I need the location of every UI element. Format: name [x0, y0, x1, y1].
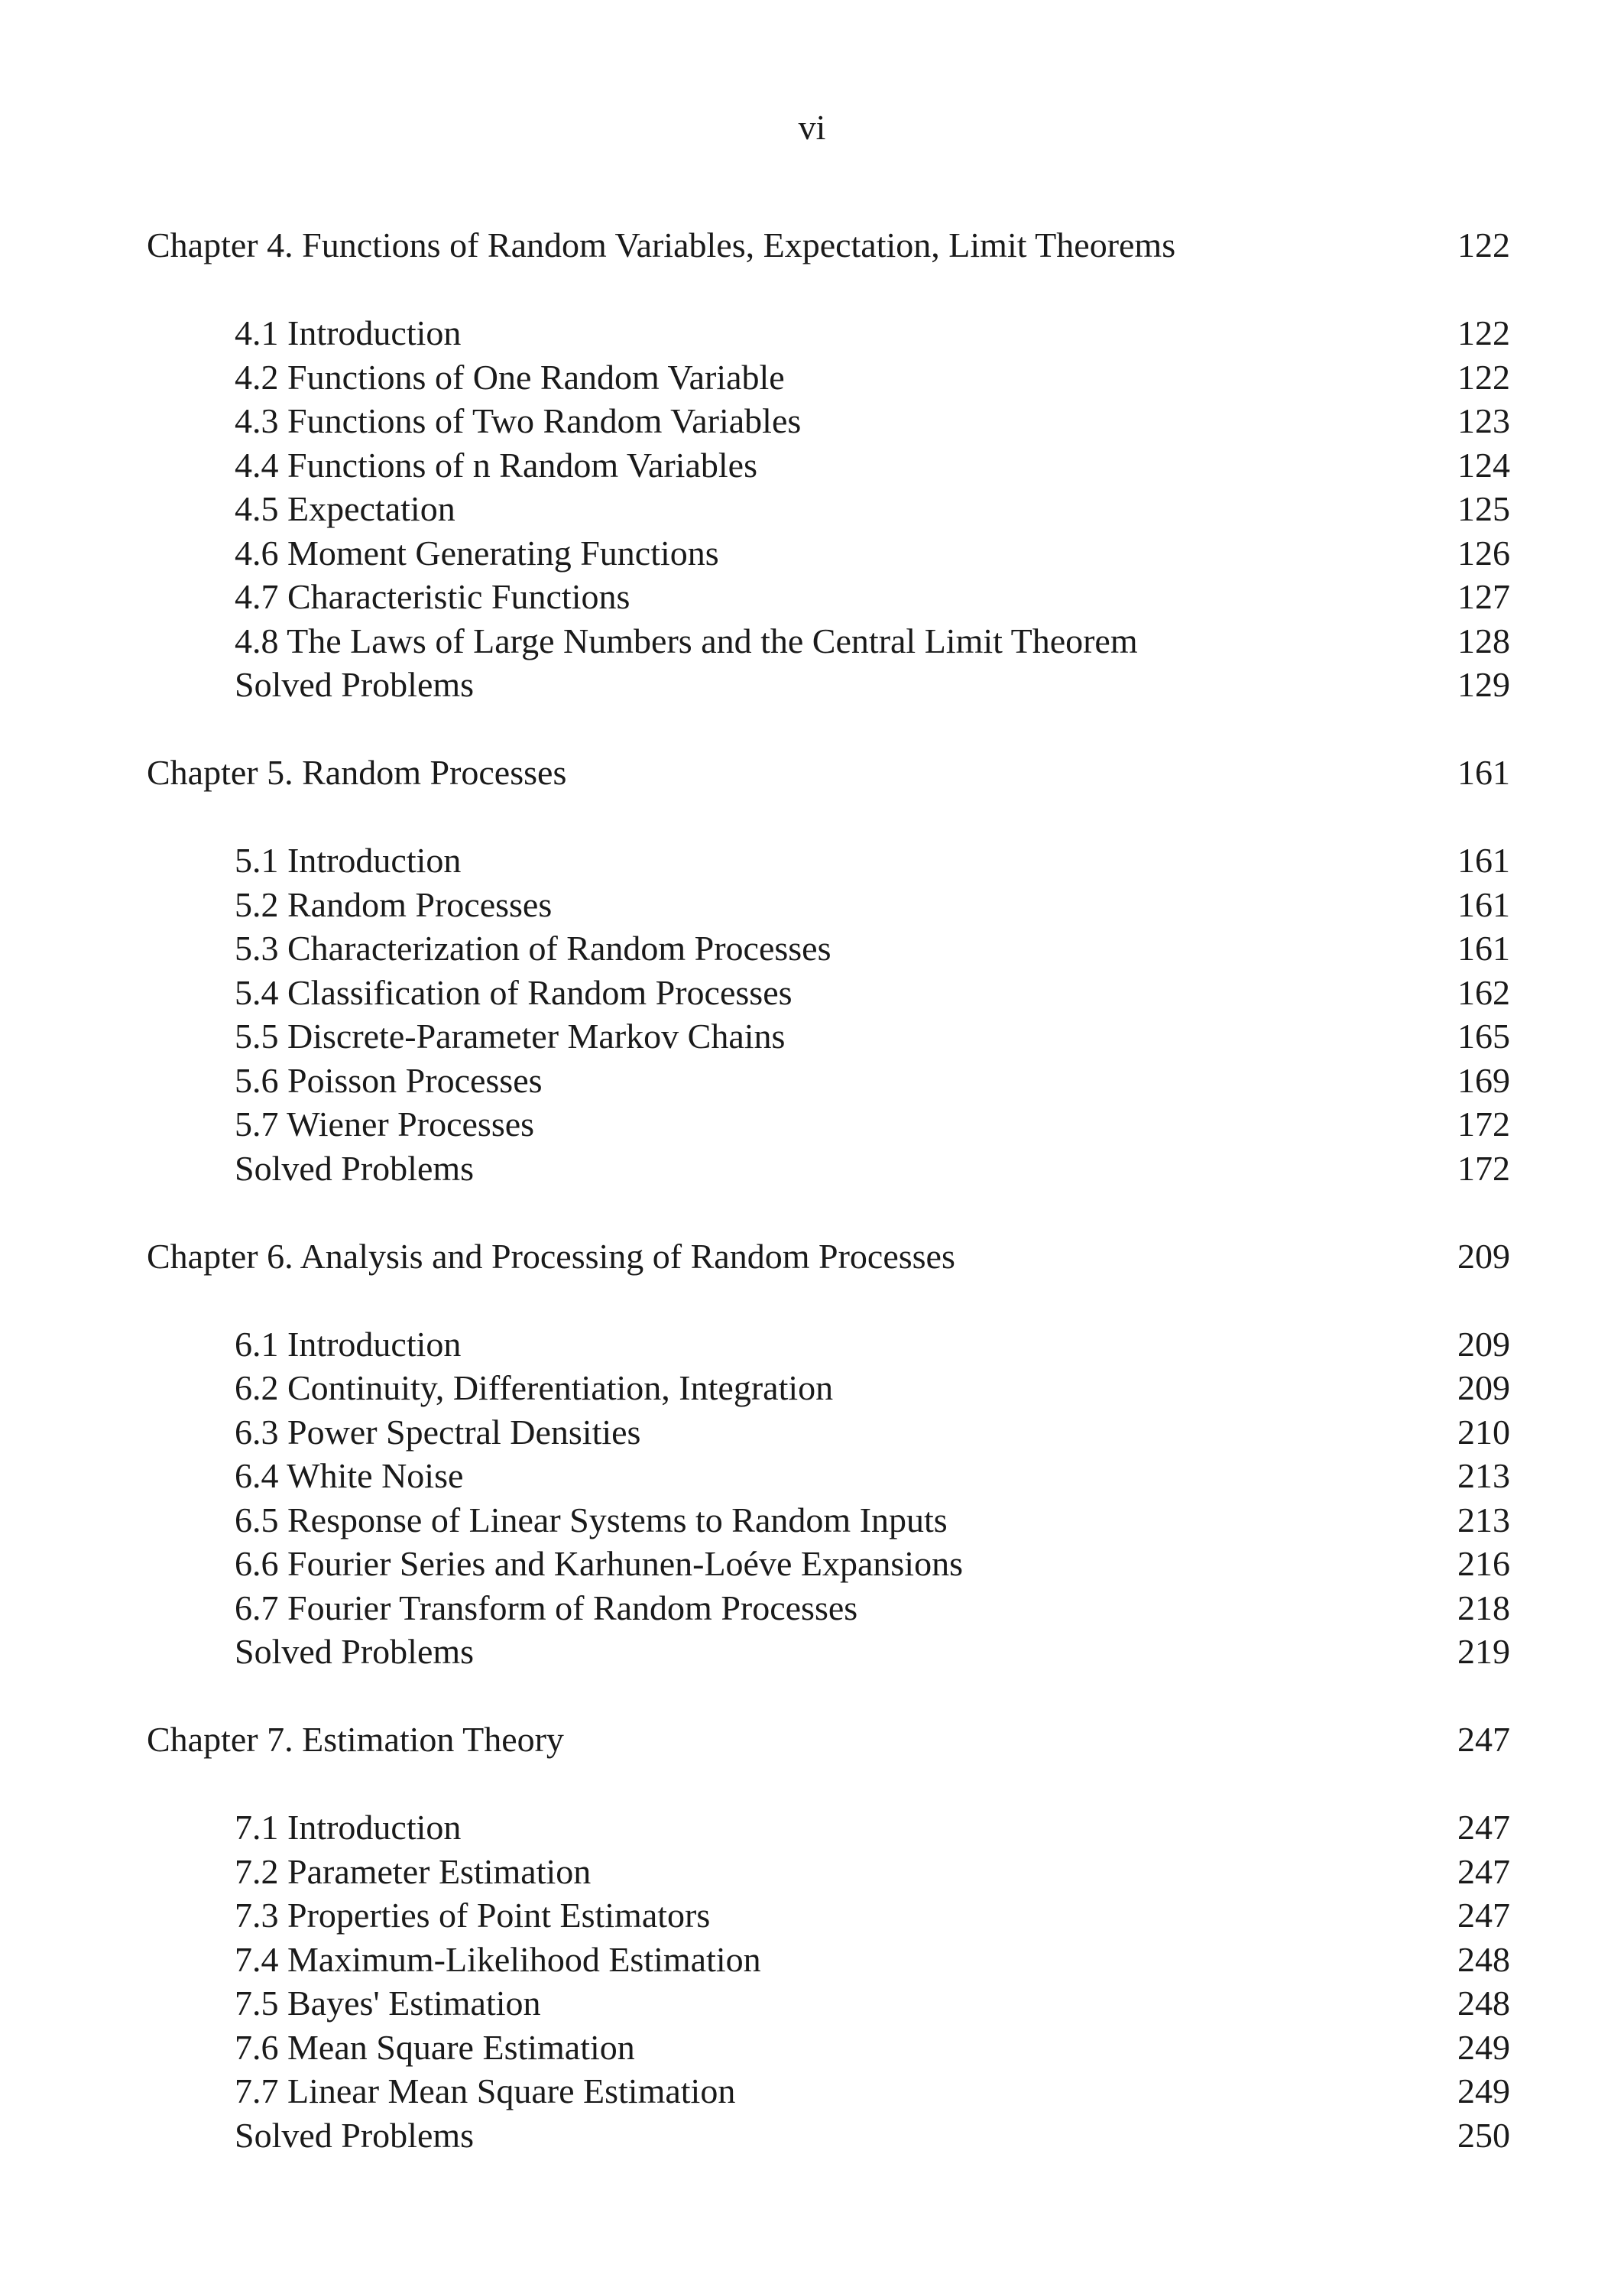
section-entry[interactable] [147, 355, 1510, 400]
chapter-heading[interactable] [147, 223, 1510, 268]
section-entry[interactable] [147, 399, 1510, 443]
section-title: 7.1 Introduction [235, 1808, 462, 1847]
section-page: 210 [1457, 1412, 1510, 1452]
section-page: 247 [1457, 1896, 1510, 1935]
section-entry[interactable] [147, 839, 1510, 883]
chapter-page: 122 [1457, 225, 1510, 264]
section-page: 127 [1457, 577, 1510, 616]
section-entry[interactable] [147, 1410, 1510, 1455]
section-page: 216 [1457, 1544, 1510, 1583]
section-page: 122 [1457, 357, 1510, 397]
section-title: 4.2 Functions of One Random Variable [235, 357, 785, 397]
section-entry[interactable] [147, 2069, 1510, 2113]
chapter-heading[interactable] [147, 1718, 1510, 1762]
chapter-page: 209 [1457, 1236, 1510, 1276]
section-title: 6.6 Fourier Series and Karhunen-Loéve Expansions [235, 1544, 963, 1583]
section-title: 7.3 Properties of Point Estimators [235, 1896, 711, 1935]
chapter-heading[interactable] [147, 751, 1510, 795]
section-page: 161 [1457, 841, 1510, 880]
section-entry[interactable] [147, 883, 1510, 927]
section-title: 4.8 The Laws of Large Numbers and the Central Limit Theorem [235, 621, 1138, 660]
section-page: 123 [1457, 401, 1510, 440]
section-page: 213 [1457, 1456, 1510, 1495]
section-entry[interactable] [147, 2026, 1510, 2070]
chapter-title: Chapter 5. Random Processes [147, 753, 567, 792]
chapter-title: Chapter 4. Functions of Random Variables, Expectation, Limit Theorems [147, 225, 1176, 264]
chapter-7 [147, 1718, 1510, 2157]
section-entry[interactable] [147, 971, 1510, 1015]
chapter-page: 161 [1457, 753, 1510, 792]
chapter-5 [147, 751, 1510, 1190]
section-title: 7.5 Bayes' Estimation [235, 1984, 541, 2023]
section-entry[interactable] [147, 926, 1510, 971]
section-title: 4.7 Characteristic Functions [235, 577, 630, 616]
section-entry[interactable] [147, 531, 1510, 576]
section-entry[interactable] [147, 1630, 1510, 1674]
section-title: 6.2 Continuity, Differentiation, Integration [235, 1368, 834, 1407]
chapter-page: 247 [1457, 1720, 1510, 1759]
section-entry[interactable] [147, 1893, 1510, 1938]
section-title: 4.6 Moment Generating Functions [235, 533, 719, 573]
section-title: Solved Problems [235, 665, 475, 704]
section-title: Solved Problems [235, 1148, 475, 1188]
section-title: 4.4 Functions of n Random Variables [235, 445, 757, 485]
table-of-contents [147, 223, 1510, 2201]
section-page: 213 [1457, 1500, 1510, 1539]
section-page: 209 [1457, 1368, 1510, 1407]
chapter-heading[interactable] [147, 1234, 1510, 1279]
section-entry[interactable] [147, 2113, 1510, 2158]
section-page: 209 [1457, 1324, 1510, 1364]
section-title: 7.6 Mean Square Estimation [235, 2027, 635, 2067]
section-page: 169 [1457, 1060, 1510, 1100]
section-page: 126 [1457, 533, 1510, 573]
section-title: 6.1 Introduction [235, 1324, 462, 1364]
section-page: 162 [1457, 972, 1510, 1012]
section-title: Solved Problems [235, 1632, 475, 1671]
section-page: 129 [1457, 665, 1510, 704]
section-page: 128 [1457, 621, 1510, 660]
section-page: 247 [1457, 1808, 1510, 1847]
section-title: 5.4 Classification of Random Processes [235, 972, 793, 1012]
section-entry[interactable] [147, 1322, 1510, 1367]
section-page: 218 [1457, 1588, 1510, 1627]
section-title: 4.3 Functions of Two Random Variables [235, 401, 802, 440]
section-entry[interactable] [147, 1586, 1510, 1630]
section-page: 124 [1457, 445, 1510, 485]
section-entry[interactable] [147, 1850, 1510, 1894]
section-entry[interactable] [147, 619, 1510, 663]
section-page: 219 [1457, 1632, 1510, 1671]
section-title: 7.4 Maximum-Likelihood Estimation [235, 1939, 761, 1979]
chapter-title: Chapter 7. Estimation Theory [147, 1720, 564, 1759]
section-entry[interactable] [147, 443, 1510, 488]
section-entry[interactable] [147, 1102, 1510, 1147]
section-title: 5.7 Wiener Processes [235, 1105, 535, 1144]
section-title: 4.1 Introduction [235, 313, 462, 352]
section-title: 5.3 Characterization of Random Processes [235, 929, 831, 968]
section-page: 161 [1457, 884, 1510, 924]
section-title: 6.3 Power Spectral Densities [235, 1412, 641, 1452]
section-entry[interactable] [147, 487, 1510, 531]
section-page: 122 [1457, 313, 1510, 352]
section-page: 161 [1457, 929, 1510, 968]
chapter-title: Chapter 6. Analysis and Processing of Random Processes [147, 1236, 955, 1276]
section-title: 6.4 White Noise [235, 1456, 464, 1495]
section-title: 6.7 Fourier Transform of Random Processes [235, 1588, 858, 1627]
section-entry[interactable] [147, 1366, 1510, 1410]
section-title: 7.2 Parameter Estimation [235, 1851, 592, 1891]
section-title: 5.1 Introduction [235, 841, 462, 880]
section-entry[interactable] [147, 1981, 1510, 2026]
page-number: vi [798, 108, 826, 147]
section-entry[interactable] [147, 1805, 1510, 1850]
section-entry[interactable] [147, 1059, 1510, 1103]
section-page: 172 [1457, 1105, 1510, 1144]
section-page: 248 [1457, 1984, 1510, 2023]
section-page: 249 [1457, 2027, 1510, 2067]
section-title: Solved Problems [235, 2115, 475, 2155]
chapter-4 [147, 223, 1510, 707]
section-entry[interactable] [147, 311, 1510, 355]
section-entry[interactable] [147, 1938, 1510, 1982]
section-entry[interactable] [147, 575, 1510, 619]
section-page: 249 [1457, 2071, 1510, 2110]
section-title: 4.5 Expectation [235, 489, 455, 528]
section-page: 248 [1457, 1939, 1510, 1979]
section-entry[interactable] [147, 1454, 1510, 1498]
section-title: 5.5 Discrete-Parameter Markov Chains [235, 1017, 786, 1056]
chapter-6 [147, 1234, 1510, 1674]
section-page: 165 [1457, 1017, 1510, 1056]
section-entry[interactable] [147, 1542, 1510, 1586]
section-page: 250 [1457, 2115, 1510, 2155]
section-title: 6.5 Response of Linear Systems to Random Inputs [235, 1500, 948, 1539]
section-page: 125 [1457, 489, 1510, 528]
section-entry[interactable] [147, 663, 1510, 707]
section-entry[interactable] [147, 1014, 1510, 1059]
section-page: 247 [1457, 1851, 1510, 1891]
section-title: 5.6 Poisson Processes [235, 1060, 543, 1100]
section-page: 172 [1457, 1148, 1510, 1188]
section-title: 7.7 Linear Mean Square Estimation [235, 2071, 736, 2110]
section-entry[interactable] [147, 1498, 1510, 1543]
section-title: 5.2 Random Processes [235, 884, 553, 924]
section-entry[interactable] [147, 1147, 1510, 1191]
